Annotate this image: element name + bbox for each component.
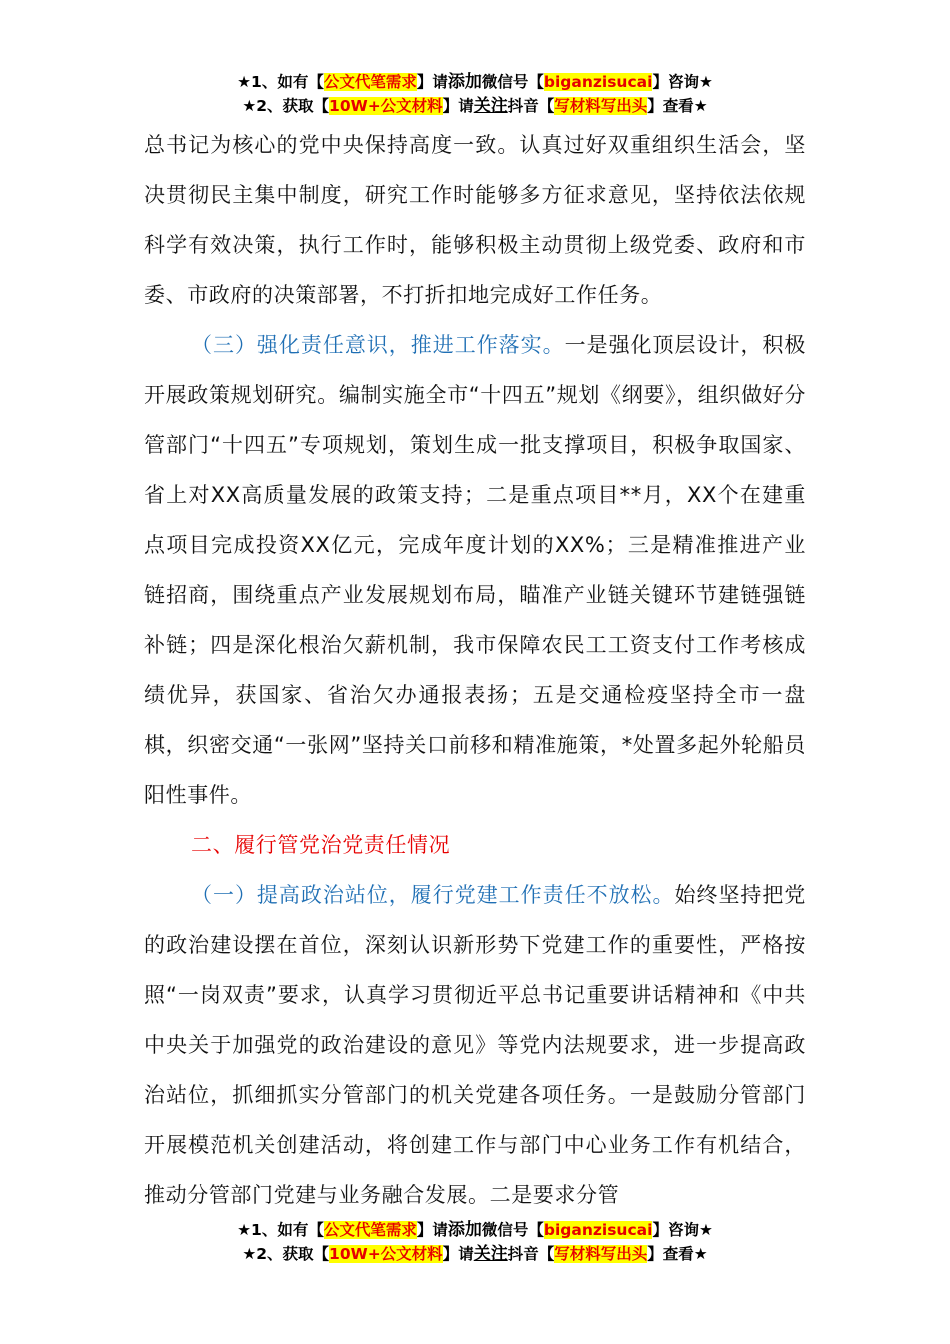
banner-line-2-highlight-douyin: 写材料写出头 (554, 97, 648, 115)
bottom-banner-line-1-emphasis: 添加 (447, 1220, 482, 1240)
bottom-banner (0, 1218, 950, 1266)
bottom-banner-line-1-mid: 】请 (416, 1221, 448, 1239)
banner-line-1 (0, 70, 950, 94)
banner-line-2-pre: ★2、获取【 (242, 97, 330, 115)
banner-line-2 (0, 94, 950, 118)
bottom-banner-line-2-pre: ★2、获取【 (242, 1245, 330, 1263)
bottom-banner-line-2-mid2: 抖音【 (507, 1245, 555, 1263)
paragraph-political-stance (144, 870, 806, 1220)
paragraph-political-stance-text: 始终坚持把党的政治建设摆在首位，深刻认识新形势下党建工作的重要性，严格按照“一岗双责”要求，认真学习贯彻近平总书记重要讲话精神和《中共中央关于加强党的政治建设的意见》等党内法规要求，进一步提高政治站位，抓细抓实分管部门的机关党建各项任务。一是鼓励分管部门开展模范机关创建活动，将创建工作与部门中心业务工作有机结合，推动分管部门党建与业务融合发展。二是要求分管 (144, 883, 806, 1207)
bottom-banner-line-2-emphasis: 关注 (473, 1244, 508, 1264)
banner-line-1-post: 】咨询★ (652, 73, 713, 91)
banner-line-2-post: 】查看★ (647, 97, 708, 115)
banner-line-1-emphasis: 添加 (447, 72, 482, 92)
banner-line-1-highlight-service: 公文代笔需求 (323, 73, 417, 91)
banner-line-1-mid: 】请 (416, 73, 448, 91)
banner-line-2-mid: 】请 (442, 97, 474, 115)
banner-line-2-highlight-materials: 10W+公文材料 (329, 97, 443, 115)
bottom-banner-line-2 (0, 1242, 950, 1266)
paragraph-responsibility (144, 320, 806, 820)
document-body (144, 120, 806, 1220)
subheading-political-stance: （一）提高政治站位，履行党建工作责任不放松。 (191, 883, 675, 907)
bottom-banner-line-2-mid: 】请 (442, 1245, 474, 1263)
paragraph-continuation: 总书记为核心的党中央保持高度一致。认真过好双重组织生活会，坚决贯彻民主集中制度，研究工作时能够多方征求意见，坚持依法依规科学有效决策，执行工作时，能够积极主动贯彻上级党委、政府和市委、市政府的决策部署，不打折扣地完成好工作任务。 (144, 133, 806, 307)
bottom-banner-line-1-post: 】咨询★ (652, 1221, 713, 1239)
bottom-banner-line-1 (0, 1218, 950, 1242)
bottom-banner-line-1-pre: ★1、如有【 (237, 1221, 324, 1239)
bottom-banner-line-2-highlight-materials: 10W+公文材料 (329, 1245, 443, 1263)
bottom-banner-line-2-post: 】查看★ (647, 1245, 708, 1263)
banner-line-1-mid2: 微信号【 (481, 73, 544, 91)
section-heading-2: 二、履行管党治党责任情况 (191, 833, 451, 857)
banner-line-2-mid2: 抖音【 (507, 97, 555, 115)
banner-line-1-highlight-wechat: biganzisucai (543, 73, 653, 91)
bottom-banner-line-1-mid2: 微信号【 (481, 1221, 544, 1239)
paragraph-responsibility-text: 一是强化顶层设计，积极开展政策规划研究。编制实施全市“十四五”规划《纲要》，组织做好分管部门“十四五”专项规划，策划生成一批支撑项目，积极争取国家、省上对XX高质量发展的政策支持；二是重点项目**月，XX个在建重点项目完成投资XX亿元，完成年度计划的XX%；三是精准推进产业链招商，围绕重点产业发展规划布局，瞄准产业链关键环节建链强链补链；四是深化根治欠薪机制，我市保障农民工工资支付工作考核成绩优异，获国家、省治欠办通报表扬；五是交通检疫坚持全市一盘棋，织密交通“一张网”坚持关口前移和精准施策，*处置多起外轮船员阳性事件。 (144, 333, 806, 807)
banner-line-1-pre: ★1、如有【 (237, 73, 324, 91)
bottom-banner-line-1-highlight-wechat: biganzisucai (543, 1221, 653, 1239)
top-banner (0, 70, 950, 118)
subheading-responsibility: （三）强化责任意识，推进工作落实。 (191, 333, 565, 357)
banner-line-2-emphasis: 关注 (473, 96, 508, 116)
bottom-banner-line-2-highlight-douyin: 写材料写出头 (554, 1245, 648, 1263)
bottom-banner-line-1-highlight-service: 公文代笔需求 (323, 1221, 417, 1239)
